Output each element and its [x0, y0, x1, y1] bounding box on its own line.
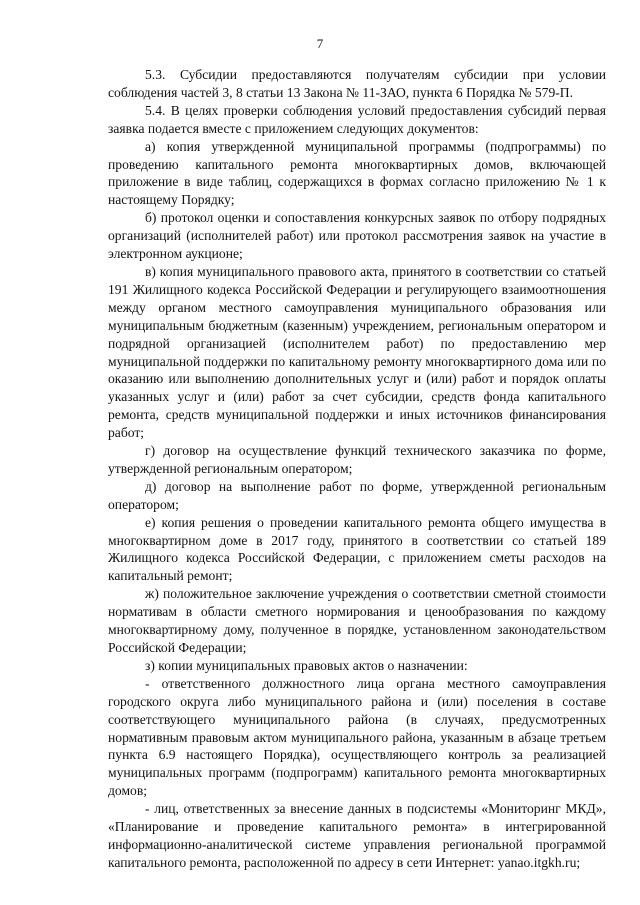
list-item-b: б) протокол оценки и сопоставления конкурсных заявок по отбору подрядных организаций (исполнителей работ) или протокол рассмотрения заявок на участие в электронном аукционе; [108, 210, 606, 262]
list-item-v: в) копия муниципального правового акта, принятого в соответствии со статьей 191 Жилищного кодекса Российской Федерации и регулирующего взаимоотношения между органом местного самоуправления муниципального образования или муниципальным бюджетным (казенным) учреждением, региональным оператором и подрядной организацией (исполнителем работ) по предоставлению мер муниципальной поддержки по капитальному ремонту многоквартирного дома или по оказанию или выполнению дополнительных услуг и (или) работ и порядок оплаты указанных услуг и (или) работ за счет субсидии, средств фонда капитального ремонта, средств муниципальной поддержки и иных источников финансирования работ; [108, 263, 606, 441]
list-item-z: з) копии муниципальных правовых актов о назначении: [145, 657, 468, 673]
paragraph-5-4: 5.4. В целях проверки соблюдения условий предоставления субсидий первая заявка подается вместе с приложением следующих документов: [108, 102, 606, 136]
sub-item-responsible-persons: - лиц, ответственных за внесение данных в подсистемы «Мониторинг МКД», «Планирование и проведение капитального ремонта» в интегрированной информационно-аналитической системе управления региональной программой капитального ремонта, расположенной по адресу в сети Интернет: yanao.itgkh.ru; [108, 801, 606, 870]
list-item-e: е) копия решения о проведении капитального ремонта общего имущества в многоквартирном доме в 2017 году, принятого в соответствии со статьей 189 Жилищного кодекса Российской Федерации, с приложением сметы расходов на капитальный ремонт; [108, 514, 606, 584]
page-number: 7 [316, 36, 324, 51]
list-item-zh: ж) положительное заключение учреждения о соответствии сметной стоимости нормативам в области сметного нормирования и ценообразования по каждому многоквартирному дому, полученное в порядке, установленном законодательством Российской Федерации; [108, 586, 606, 655]
list-item-g: г) договор на осуществление функций технического заказчика по форме, утвержденной региональным оператором; [108, 443, 606, 476]
sub-item-responsible-official: - ответственного должностного лица органа местного самоуправления городского округа либо муниципального района и (или) поселения в составе соответствующего муниципального района (в случаях, предусмотренных нормативным правовым актом муниципального района, указанным в абзаце третьем пункта 6.9 настоящего Порядка), осуществляющего контроль за реализацией муниципальных программ (подпрограмм) капитального ремонта многоквартирных домов; [108, 675, 606, 799]
list-item-a: а) копия утвержденной муниципальной программы (подпрограммы) по проведению капитального ремонта многоквартирных домов, включающей приложение в виде таблиц, содержащихся в формах согласно приложению № 1 к настоящему Порядку; [108, 138, 606, 208]
list-item-d: д) договор на выполнение работ по форме, утвержденной региональным оператором; [108, 478, 606, 512]
paragraph-5-3: 5.3. Субсидии предоставляются получателям субсидии при условии соблюдения частей 3, 8 статьи 13 Закона № 11-ЗАО, пункта 6 Порядка № 579-П. [108, 67, 606, 100]
document-body [108, 66, 606, 872]
